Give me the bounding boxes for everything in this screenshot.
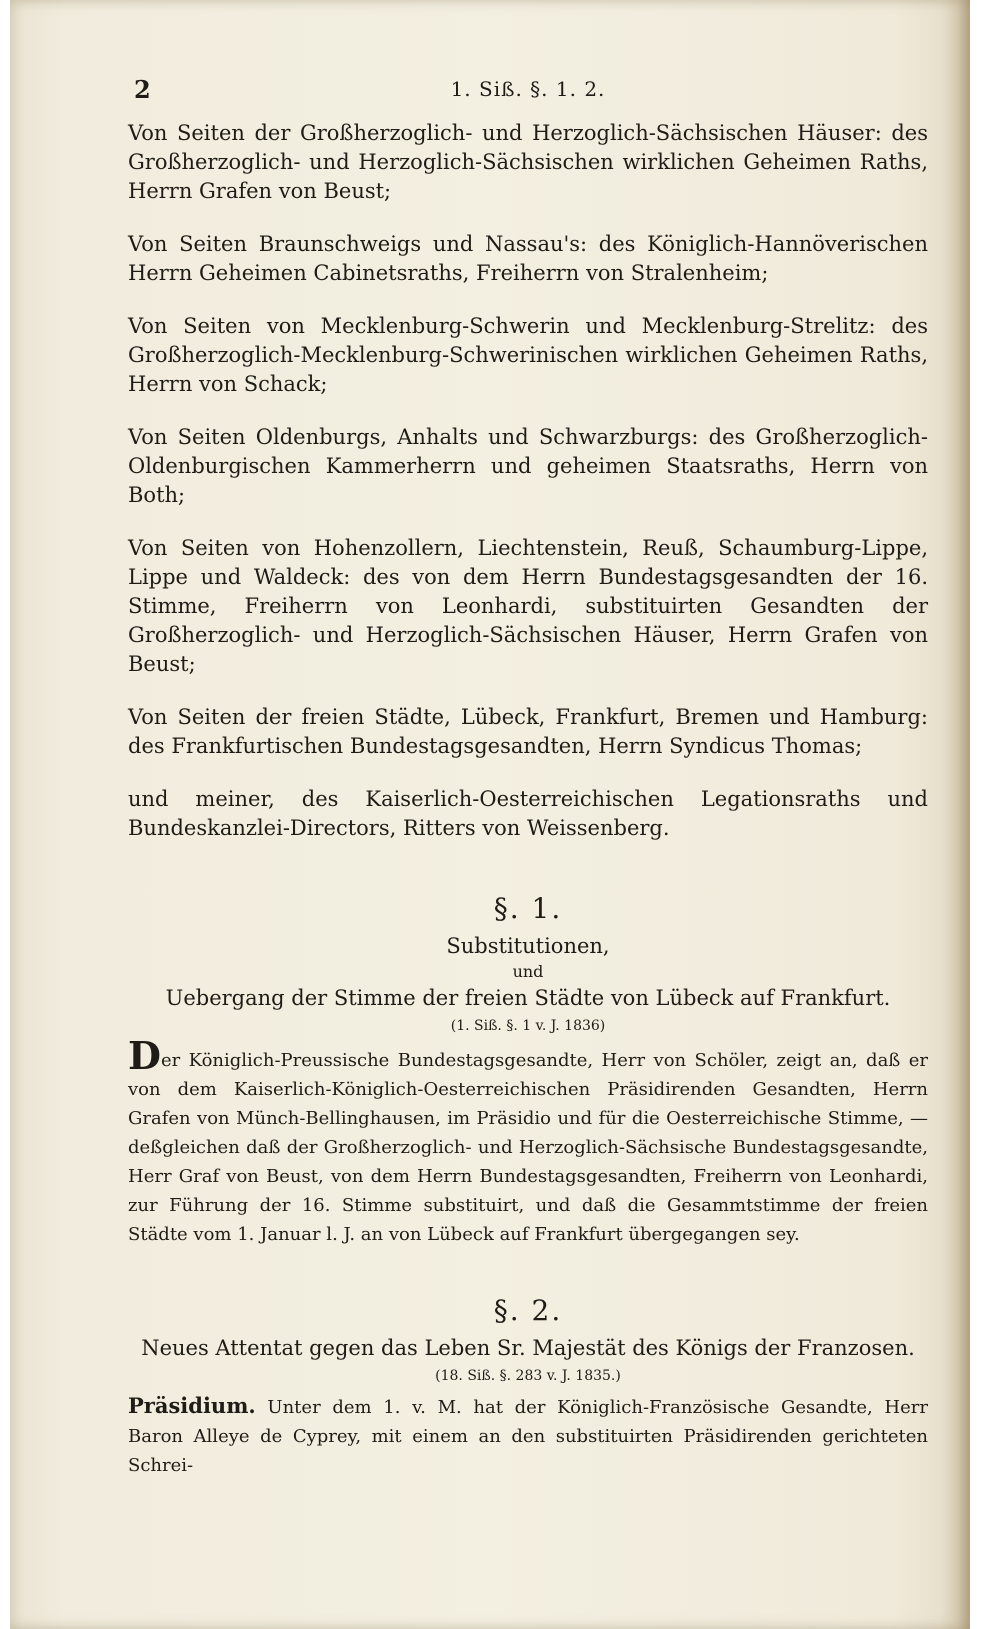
section-1-reference: (1. Siß. §. 1 v. J. 1836) [450,1018,606,1034]
section-1-subtitle: Uebergang der Stimme der freien Städte von Lübeck auf Frankfurt. [165,986,891,1010]
section-1-body-text: er Königlich-Preussische Bundestagsgesandte, Herr von Schöler, zeigt an, daß er von dem Kaiserlich-Königlich-Oesterreichischen Präsidirenden Gesandten, Herrn Grafen von Münch-Bellinghausen, im Präsidio und für die Oesterreichische Stimme, — deßgleichen daß der Großherzoglich- und Herzoglich-Sächsische Bundestagsgesandte, Herr Graf von Beust, von dem Herrn Bundestagsgesandten, Freiherrn von Leonhardi, zur Führung der 16. Stimme substituirt, und daß die Gesammtstimme der freien Städte vom 1. Januar l. J. an von Lübeck auf Frankfurt übergegangen sey. [128,1050,928,1245]
page-number: 2 [134,75,151,104]
section-1 [128,891,928,1037]
header-reference: 1. Siß. §. 1. 2. [450,77,606,101]
delegation-paragraph-oldenburg: Von Seiten Oldenburgs, Anhalts und Schwarzburgs: des Großherzoglich-Oldenburgischen Kammerherrn und geheimen Staatsraths, Herrn von Both; [128,425,928,507]
delegation-paragraph-mecklenburg: Von Seiten von Mecklenburg-Schwerin und Mecklenburg-Strelitz: des Großherzoglich-Mecklenburg-Schwerinischen wirklichen Geheimen Raths, Herrn von Schack; [128,314,928,396]
delegation-paragraph-hohenzollern: Von Seiten von Hohenzollern, Liechtenstein, Reuß, Schaumburg-Lippe, Lippe und Waldeck: des von dem Herrn Bundestagsgesandten der 16. Stimme, Freiherrn von Leonhardi, substituirten Gesandten der Großherzoglich- und Herzoglich-Sächsischen Häuser, Herrn Grafen von Beust; [128,536,928,676]
delegation-paragraph-free-cities: Von Seiten der freien Städte, Lübeck, Frankfurt, Bremen und Hamburg: des Frankfurtischen Bundestagsgesandten, Herrn Syndicus Thomas; [128,705,928,758]
section-2-number: §. 2. [493,1294,563,1327]
book-page [10,0,970,1629]
section-2-body [128,1391,928,1480]
section-2-title: Neues Attentat gegen das Leben Sr. Majestät des Königs der Franzosen. [141,1336,915,1360]
section-1-title: Substitutionen, [446,934,610,958]
section-1-connector: und [512,962,544,981]
section-2-lead: Präsidium. [128,1393,256,1418]
running-header [128,75,928,107]
section-2 [128,1293,928,1387]
delegation-paragraph-austria: und meiner, des Kaiserlich-Oesterreichischen Legationsraths und Bundeskanzlei-Directors, Ritters von Weissenberg. [128,787,928,840]
section-2-body-text: Unter dem 1. v. M. hat der Königlich-Französische Gesandte, Herr Baron Alleye de Cyprey, mit einem an den substituirten Präsidirenden gerichteten Schrei- [128,1397,928,1476]
delegation-paragraph-saxony: Von Seiten der Großherzoglich- und Herzoglich-Sächsischen Häuser: des Großherzoglich- und Herzoglich-Sächsischen wirklichen Geheimen Raths, Herrn Grafen von Beust; [128,121,928,203]
section-1-body [128,1033,928,1249]
delegation-paragraph-brunswick-nassau: Von Seiten Braunschweigs und Nassau's: des Königlich-Hannöverischen Herrn Geheimen Cabinetsraths, Freiherrn von Stralenheim; [128,232,928,285]
drop-cap: D [128,1033,161,1078]
section-2-reference: (18. Siß. §. 283 v. J. 1835.) [435,1368,621,1384]
page-edge-shadow [940,0,970,1629]
page-content [128,75,928,1480]
section-1-number: §. 1. [493,892,563,925]
